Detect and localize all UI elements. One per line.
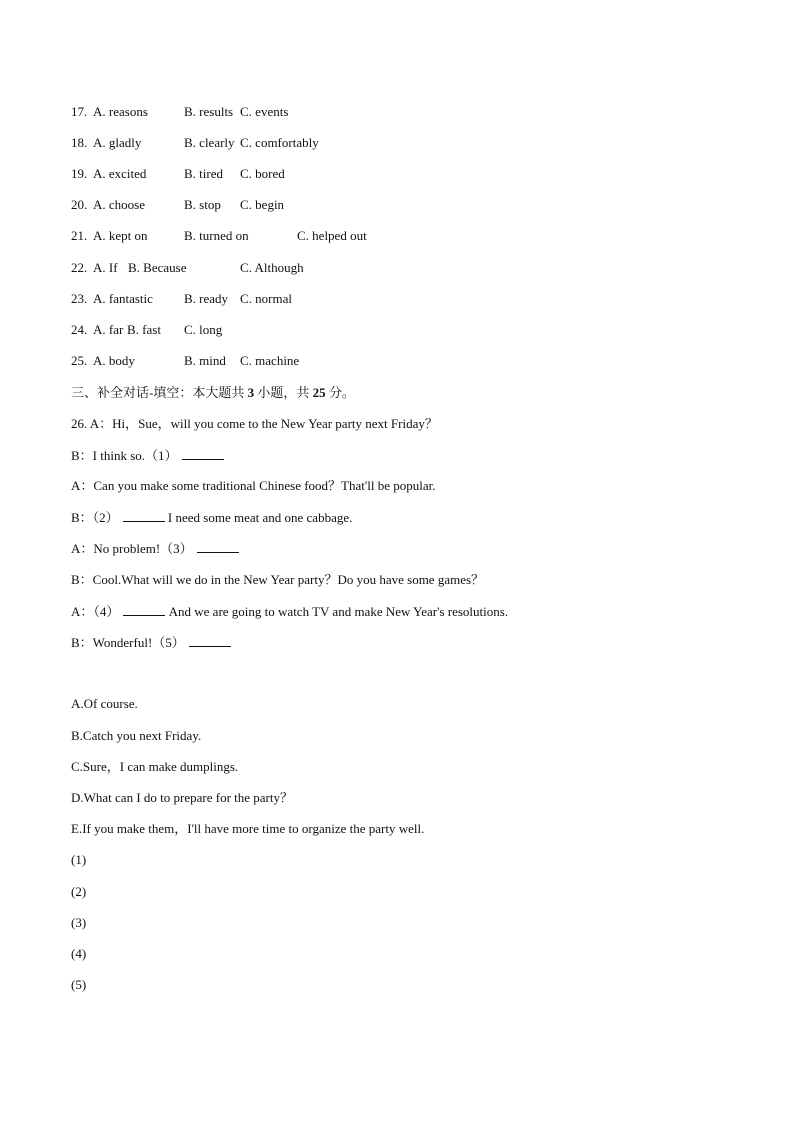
dialogue-line-7 bbox=[71, 633, 231, 651]
section-middle: 小题，共 bbox=[257, 385, 310, 400]
choice-number: 18. bbox=[71, 135, 88, 150]
option-c: C. bored bbox=[240, 166, 285, 181]
answer-slot-2[interactable]: (2) bbox=[71, 884, 87, 899]
section-prefix: 三、补全对话-填空：本大题共 bbox=[71, 385, 245, 400]
choice-row-19 bbox=[71, 165, 285, 183]
answer-blank-2[interactable] bbox=[123, 508, 165, 522]
choice-row-23 bbox=[71, 290, 292, 308]
choice-row-25 bbox=[71, 352, 300, 370]
option-c: C. events bbox=[240, 104, 289, 119]
choice-row-17 bbox=[71, 103, 289, 121]
option-a: A. kept on bbox=[93, 228, 148, 243]
option-a: A. body bbox=[93, 353, 135, 368]
answer-slot-5[interactable]: (5) bbox=[71, 977, 87, 992]
option-item-b: B.Catch you next Friday. bbox=[71, 728, 202, 743]
option-a: A. If bbox=[93, 260, 118, 275]
dialogue-text: A：（4） bbox=[71, 604, 120, 619]
option-item-c: C.Sure，I can make dumplings. bbox=[71, 759, 239, 774]
option-a: A. gladly bbox=[93, 135, 142, 150]
answer-blank-5[interactable] bbox=[189, 633, 231, 647]
dialogue-text: B：（2） bbox=[71, 510, 119, 525]
choice-number: 23. bbox=[71, 291, 88, 306]
choice-number: 25. bbox=[71, 353, 88, 368]
option-b: B. stop bbox=[184, 197, 221, 212]
section-count: 3 bbox=[247, 385, 255, 400]
option-b: B. results bbox=[184, 104, 234, 119]
dialogue-text: B：Wonderful!（5） bbox=[71, 635, 185, 650]
option-c: C. begin bbox=[240, 197, 285, 212]
choice-number: 22. bbox=[71, 260, 88, 275]
option-b: B. fast bbox=[127, 322, 161, 337]
option-item-d: D.What can I do to prepare for the party？ bbox=[71, 790, 293, 805]
answer-slot-4[interactable]: (4) bbox=[71, 946, 87, 961]
dialogue-text: B：I think so.（1） bbox=[71, 448, 178, 463]
choice-number: 21. bbox=[71, 228, 88, 243]
option-b: B. mind bbox=[184, 353, 226, 368]
dialogue-line-3 bbox=[71, 508, 352, 526]
option-c: C. long bbox=[184, 322, 223, 337]
section-heading bbox=[71, 384, 355, 402]
dialogue-text-after: I need some meat and one cabbage. bbox=[164, 510, 353, 525]
option-b: B. Because bbox=[128, 260, 187, 275]
dialogue-text-after: And we are going to watch TV and make New Year's resolutions. bbox=[165, 604, 509, 619]
section-score: 25 bbox=[312, 385, 326, 400]
dialogue-text: A：No problem!（3） bbox=[71, 541, 193, 556]
option-a: A. fantastic bbox=[93, 291, 153, 306]
choice-row-21 bbox=[71, 227, 367, 245]
dialogue-title: 26. A：Hi，Sue，will you come to the New Year party next Friday？ bbox=[71, 416, 438, 431]
choice-row-24 bbox=[71, 321, 223, 339]
dialogue-line-6 bbox=[71, 602, 508, 620]
answer-slot-3[interactable]: (3) bbox=[71, 915, 87, 930]
dialogue-line-4 bbox=[71, 539, 239, 557]
dialogue-line-2: A：Can you make some traditional Chinese food？That'll be popular. bbox=[71, 478, 436, 493]
choice-row-20 bbox=[71, 196, 285, 214]
option-c: C. normal bbox=[240, 291, 292, 306]
option-b: B. clearly bbox=[184, 135, 235, 150]
answer-blank-3[interactable] bbox=[197, 539, 239, 553]
option-b: B. ready bbox=[184, 291, 229, 306]
option-c: C. helped out bbox=[297, 228, 367, 243]
option-a: A. reasons bbox=[93, 104, 148, 119]
option-b: B. tired bbox=[184, 166, 223, 181]
dialogue-line-1 bbox=[71, 446, 224, 464]
choice-number: 24. bbox=[71, 322, 88, 337]
section-suffix: 分。 bbox=[328, 385, 355, 400]
choice-row-18 bbox=[71, 134, 319, 152]
choice-number: 17. bbox=[71, 104, 88, 119]
option-a: A. excited bbox=[93, 166, 147, 181]
option-item-a: A.Of course. bbox=[71, 696, 138, 711]
answer-slot-1[interactable]: (1) bbox=[71, 852, 87, 867]
answer-blank-1[interactable] bbox=[182, 446, 224, 460]
option-a: A. far bbox=[93, 322, 124, 337]
option-c: C. comfortably bbox=[240, 135, 319, 150]
choice-number: 20. bbox=[71, 197, 88, 212]
option-item-e: E.If you make them，I'll have more time to organize the party well. bbox=[71, 821, 425, 836]
dialogue-line-5: B：Cool.What will we do in the New Year party？Do you have some games？ bbox=[71, 572, 485, 587]
option-b: B. turned on bbox=[184, 228, 249, 243]
option-c: C. Although bbox=[240, 260, 304, 275]
choice-row-22 bbox=[71, 259, 304, 277]
answer-blank-4[interactable] bbox=[123, 602, 165, 616]
option-a: A. choose bbox=[93, 197, 145, 212]
option-c: C. machine bbox=[240, 353, 300, 368]
choice-number: 19. bbox=[71, 166, 88, 181]
